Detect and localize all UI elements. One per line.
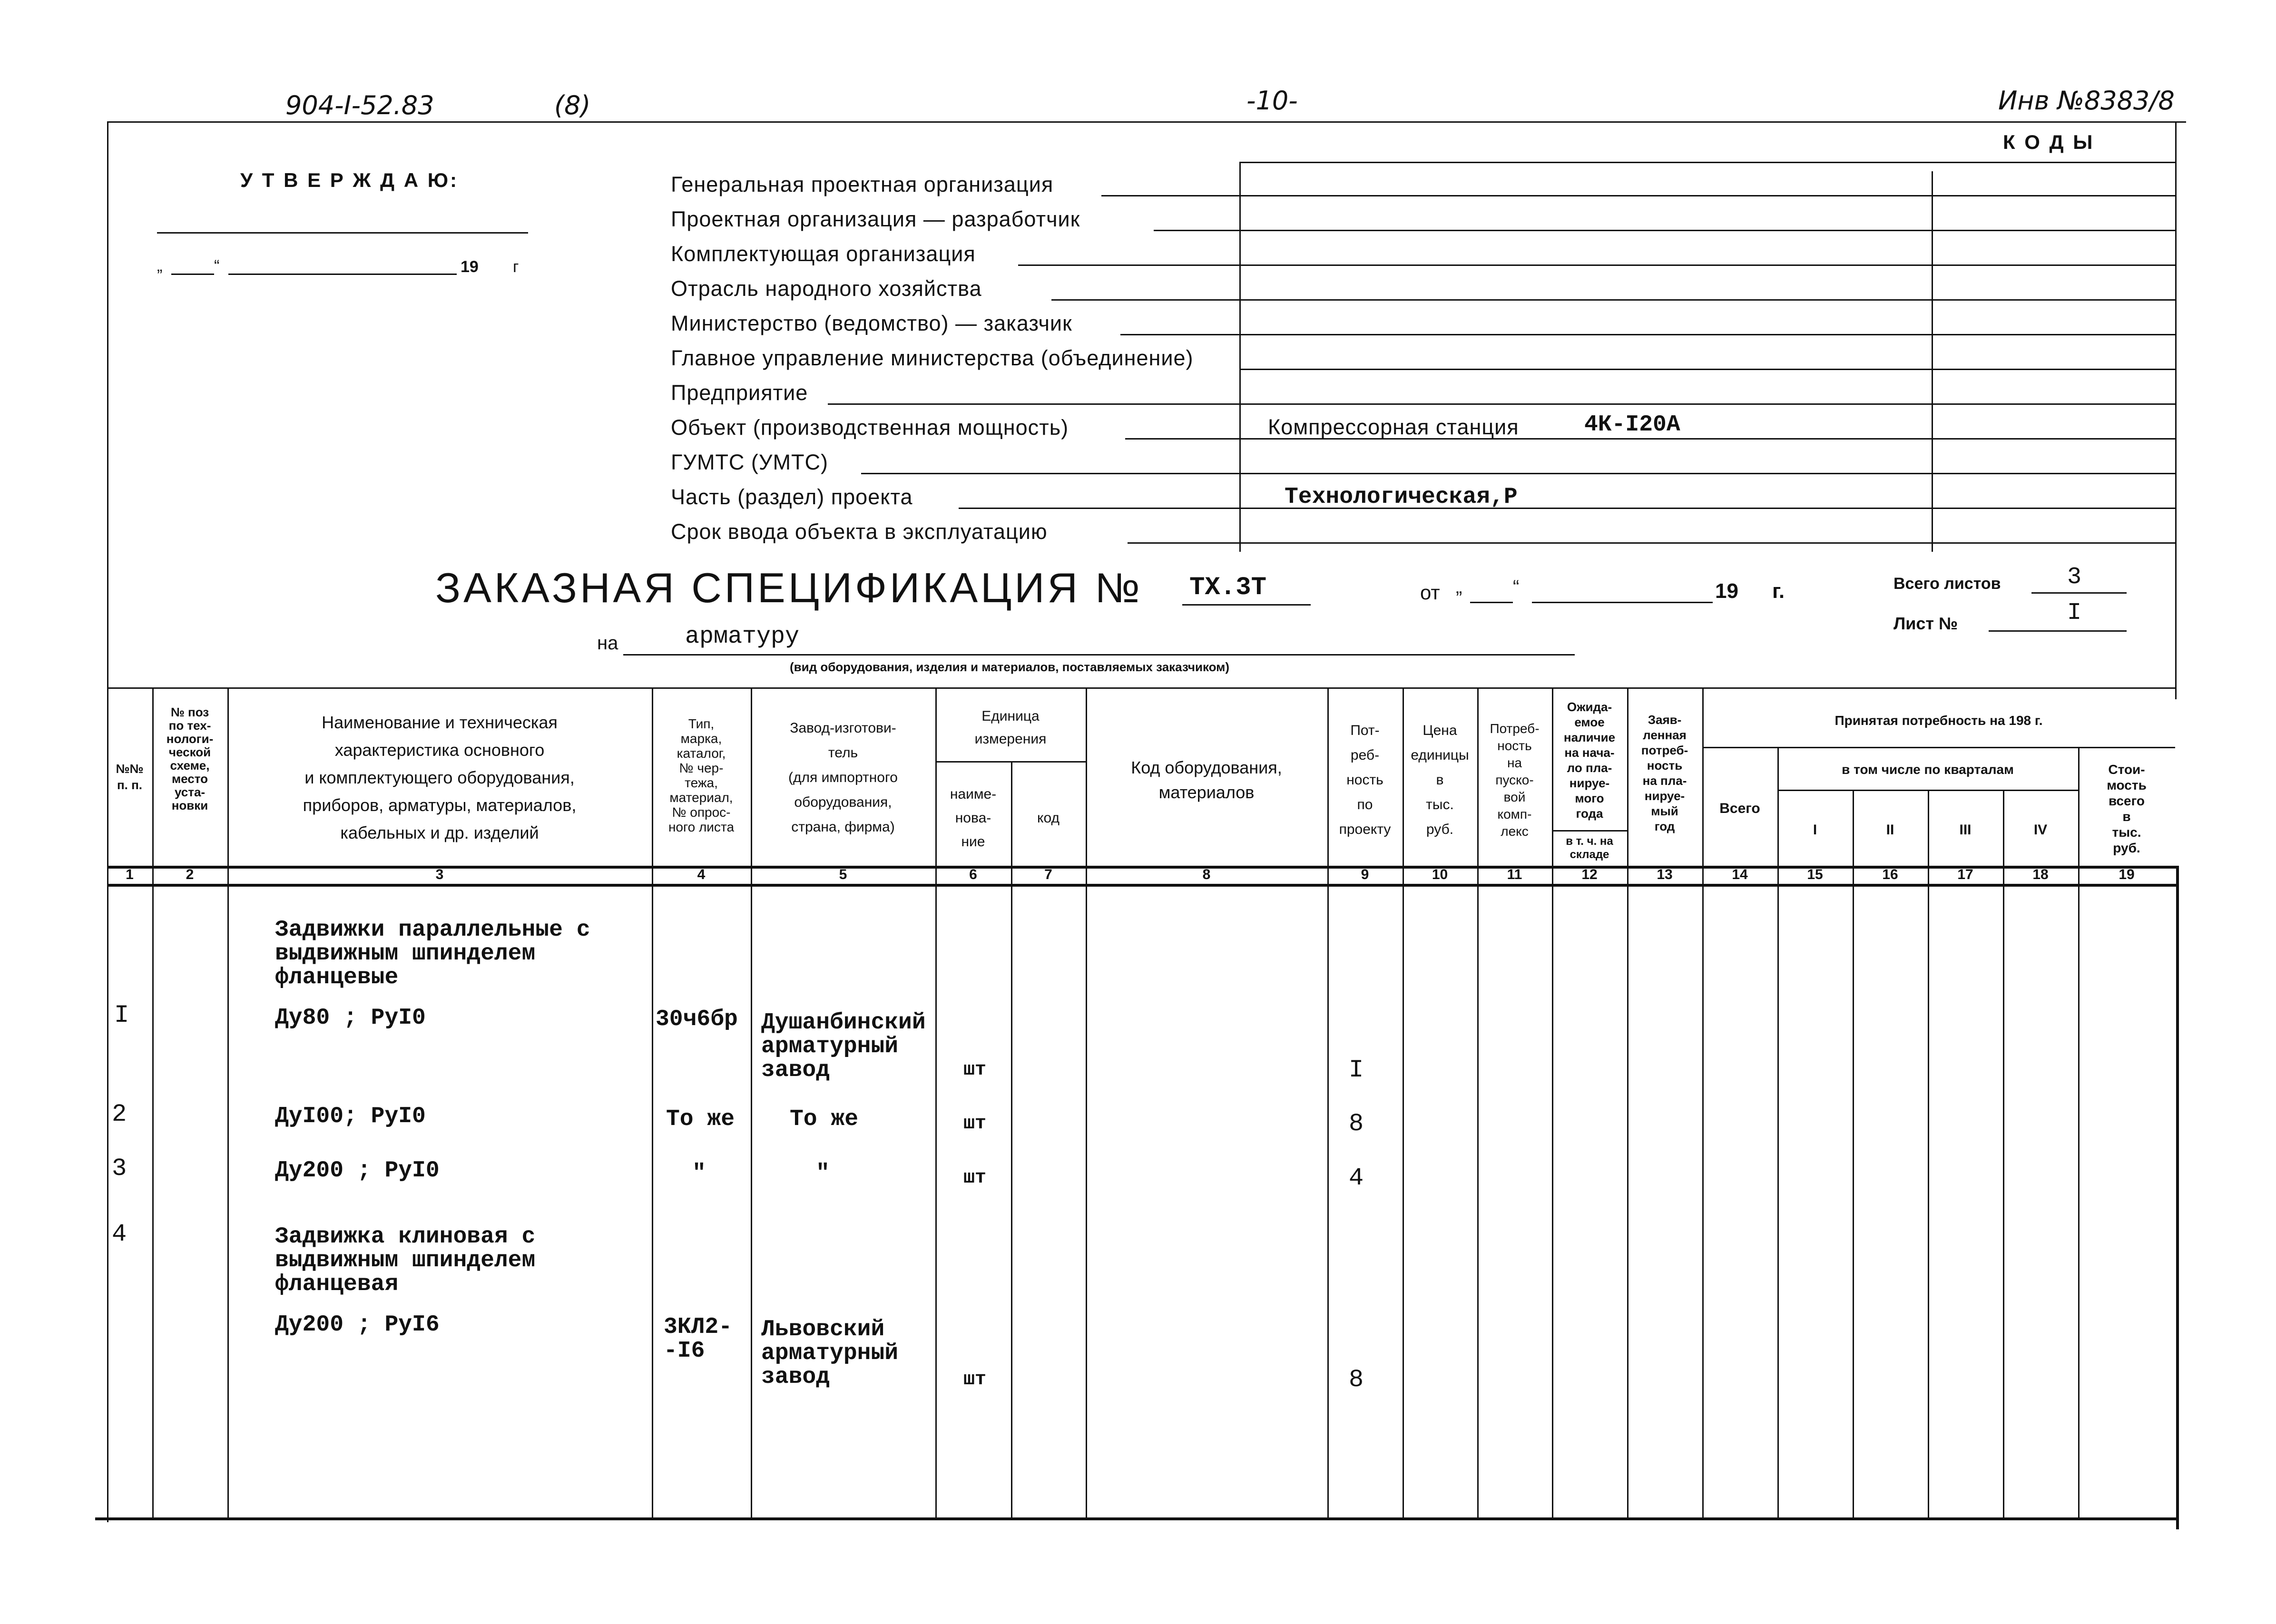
row-unit: шт: [963, 1369, 987, 1390]
spec-from-quote-close: “: [1513, 577, 1520, 597]
column-number: 7: [1044, 867, 1052, 882]
inventory-number: Инв №8383/8: [1998, 86, 2175, 116]
row-number: I: [114, 1001, 129, 1029]
header-col-17: III: [1959, 822, 1972, 838]
codes-grid-top: [1239, 162, 2175, 163]
codes-line: [1239, 369, 2175, 370]
row-name: Ду200 ; РуI6: [275, 1312, 440, 1338]
spec-subject-caption: (вид оборудования, изделия и материалов, поставляемых заказчиком): [790, 660, 1230, 674]
header-col-16: II: [1886, 822, 1894, 838]
spec-year-suffix: г.: [1772, 579, 1785, 603]
column-number: 3: [435, 867, 444, 882]
column-number: 1: [126, 867, 134, 882]
form-line: [1154, 230, 1239, 231]
form-label-general-org: Генеральная проектная организация: [671, 172, 1054, 196]
row-qty: 8: [1349, 1366, 1364, 1394]
row-number: 4: [112, 1220, 127, 1248]
spec-year-prefix: 19: [1715, 579, 1738, 603]
codes-line: [1239, 195, 2175, 196]
column-number: 15: [1807, 867, 1823, 882]
spec-number-line: [1182, 604, 1311, 606]
header-col-7: код: [1037, 810, 1060, 826]
header-col-14: Всего: [1719, 801, 1760, 816]
table-right-border: [2176, 866, 2179, 1529]
total-sheets-label: Всего листов: [1893, 575, 2001, 593]
row-number: 2: [112, 1100, 127, 1128]
header-col-11: Потреб- ность на пуско- вой комп- лекс: [1490, 721, 1540, 839]
table-colnum-bottom-line: [107, 884, 2179, 887]
form-line: [1101, 195, 1239, 196]
column-number: 9: [1361, 867, 1369, 882]
spec-number: ТХ.3Т: [1189, 573, 1267, 602]
row-qty: 4: [1349, 1164, 1364, 1192]
table-bottom-line: [95, 1517, 2179, 1520]
quarters-line: [1777, 790, 2078, 791]
column-number: 8: [1202, 867, 1211, 882]
approve-quote-open: „: [157, 257, 163, 275]
row-name: Задвижка клиновая с выдвижным шпинделем фланцевая: [275, 1224, 536, 1297]
frame-right: [2175, 121, 2177, 699]
header-col-6: наиме- нова- ние: [950, 786, 997, 850]
column-number: 12: [1581, 867, 1598, 882]
column-line: [1853, 790, 1854, 1517]
codes-grid-mid: [1932, 171, 1933, 552]
row-qty: 8: [1349, 1110, 1364, 1138]
approve-quote-close: “: [214, 257, 220, 275]
spec-from-label: от: [1420, 581, 1440, 604]
row-type: 3КЛ2- -I6: [664, 1314, 733, 1364]
form-line: [828, 403, 1239, 405]
form-label-gumts: ГУМТС (УМТС): [671, 450, 828, 474]
column-number: 19: [2119, 867, 2135, 882]
row-unit: шт: [963, 1167, 987, 1189]
form-label-project-org: Проектная организация — разработчик: [671, 207, 1080, 231]
header-accepted: Принятая потребность на 198 г.: [1835, 713, 2043, 728]
approve-title: У Т В Е Р Ж Д А Ю:: [240, 169, 459, 191]
header-col-12: Ожида- емое наличие на нача- ло пла- нируе- мого года: [1563, 699, 1616, 821]
form-label-main-department: Главное управление министерства (объединение): [671, 346, 1194, 370]
unit-group-line: [935, 761, 1086, 763]
codes-label: К О Д Ы: [2003, 131, 2095, 153]
column-number: 17: [1957, 867, 1973, 882]
spec-day-line: [1470, 602, 1513, 603]
form-line: [1128, 542, 1239, 544]
column-number: 2: [186, 867, 194, 882]
column-number: 16: [1882, 867, 1898, 882]
project-part-value: Технологическая,Р: [1285, 484, 1518, 510]
codes-line: [1239, 299, 2175, 301]
row-name: ДуI00; РуI0: [275, 1104, 426, 1129]
column-line: [1777, 747, 1779, 1517]
object-value: Компрессорная станция: [1268, 415, 1519, 439]
header-col-18: IV: [2033, 822, 2048, 838]
total-sheets-line: [2031, 592, 2127, 594]
table-top-line: [107, 687, 2175, 689]
form-label-object: Объект (производственная мощность): [671, 415, 1069, 440]
form-line: [959, 508, 1239, 509]
column-number: 4: [697, 867, 706, 882]
header-col-10: Цена единицы в тыс. руб.: [1411, 723, 1469, 837]
row-unit: шт: [963, 1113, 987, 1135]
approve-day-line: [171, 274, 214, 275]
header-col-13: Заяв- ленная потреб- ность на пла- нируе- мый год: [1641, 713, 1688, 833]
codes-line: [1239, 230, 2175, 231]
spec-from-quote-open: „: [1456, 577, 1462, 597]
approve-signature-line: [157, 232, 528, 234]
approve-year-prefix: 19: [461, 258, 479, 276]
codes-line: [1239, 403, 2175, 405]
header-col-5: Завод-изготови- тель (для импортного оборудования, страна, фирма): [788, 720, 898, 835]
form-line: [1120, 334, 1239, 335]
header-col-1: №№ п. п.: [116, 761, 144, 792]
header-quarters: в том числе по кварталам: [1842, 762, 2014, 777]
form-label-ministry: Министерство (ведомство) — заказчик: [671, 311, 1072, 335]
spec-subject: арматуру: [685, 623, 800, 650]
row-maker: То же: [790, 1106, 859, 1132]
header-col-19: Стои- мость всего в тыс. руб.: [2107, 762, 2147, 855]
sheet-mark: (8): [554, 90, 591, 120]
codes-line: [1239, 542, 2175, 544]
column-number: 18: [2032, 867, 2049, 882]
accepted-line: [1702, 747, 2175, 748]
form-label-completing-org: Комплектующая организация: [671, 242, 976, 266]
form-line: [1018, 264, 1239, 266]
form-line: [861, 473, 1239, 474]
row-maker: ": [816, 1161, 830, 1186]
form-label-enterprise: Предприятие: [671, 381, 808, 405]
row-maker: Душанбинский арматурный завод: [761, 1010, 926, 1083]
spec-on-label: на: [597, 633, 618, 654]
codes-line: [1239, 334, 2175, 335]
column-line: [2003, 790, 2004, 1517]
sheet-value: I: [2067, 599, 2082, 626]
row-number: 3: [112, 1154, 127, 1183]
form-line: [1125, 438, 1239, 440]
header-col-15: I: [1813, 822, 1817, 838]
top-border-line: [107, 121, 2186, 123]
total-sheets-value: 3: [2067, 564, 2082, 591]
approve-year-suffix: г: [513, 258, 519, 276]
column-number: 11: [1507, 867, 1522, 882]
column-number: 5: [839, 867, 847, 882]
codes-grid-left: [1239, 162, 1241, 552]
column-number: 13: [1657, 867, 1673, 882]
header-unit-group: Единица измерения: [974, 708, 1047, 747]
form-label-commissioning: Срок ввода объекта в эксплуатацию: [671, 519, 1048, 544]
spec-title: ЗАКАЗНАЯ СПЕЦИФИКАЦИЯ №: [435, 564, 1143, 611]
row-name: Ду80 ; РуI0: [275, 1005, 426, 1031]
form-label-industry: Отрасль народного хозяйства: [671, 276, 982, 301]
row-unit: шт: [963, 1059, 987, 1081]
sheet-line: [1989, 630, 2127, 632]
row-qty: I: [1349, 1056, 1364, 1084]
approve-month-line: [228, 274, 457, 275]
header-col-4: Тип, марка, каталог, № чер- тежа, материал, № опрос- ного листа: [668, 716, 735, 834]
row-maker: Львовский арматурный завод: [761, 1317, 899, 1390]
codes-line: [1239, 264, 2175, 266]
header-col-3: Наименование и техническая характеристика основного и комплектующего оборудования, приборов, арматуры, материалов, кабельных и др. изделий: [303, 713, 577, 842]
row-type: 30ч6бр: [656, 1007, 738, 1032]
column-number: 6: [969, 867, 977, 882]
header-col-9: Пот- реб- ность по проекту: [1339, 723, 1391, 837]
spec-subject-line: [623, 654, 1575, 655]
sheet-label: Лист №: [1893, 614, 1958, 633]
header-col-8: Код оборудования, материалов: [1131, 758, 1282, 802]
header-col-2: № поз по тех- нологи- ческой схеме, место уста- новки: [166, 705, 214, 812]
form-line: [1051, 299, 1239, 301]
spec-month-line: [1532, 602, 1713, 603]
header-col-12-stock: в т. ч. на складе: [1566, 835, 1613, 861]
object-code: 4К-I20А: [1584, 412, 1680, 438]
row-type: ": [692, 1161, 706, 1186]
row-name: Ду200 ; РуI0: [275, 1158, 440, 1184]
row-name: Задвижки параллельные с выдвижным шпинделем фланцевые: [275, 917, 590, 990]
form-label-project-part: Часть (раздел) проекта: [671, 485, 913, 509]
row-type: То же: [666, 1106, 735, 1132]
column-number: 14: [1732, 867, 1748, 882]
page-number: -10-: [1246, 86, 1298, 116]
codes-line: [1239, 473, 2175, 474]
document-code: 904-I-52.83: [285, 90, 434, 120]
column-number: 10: [1432, 867, 1448, 882]
column-line: [1928, 790, 1929, 1517]
